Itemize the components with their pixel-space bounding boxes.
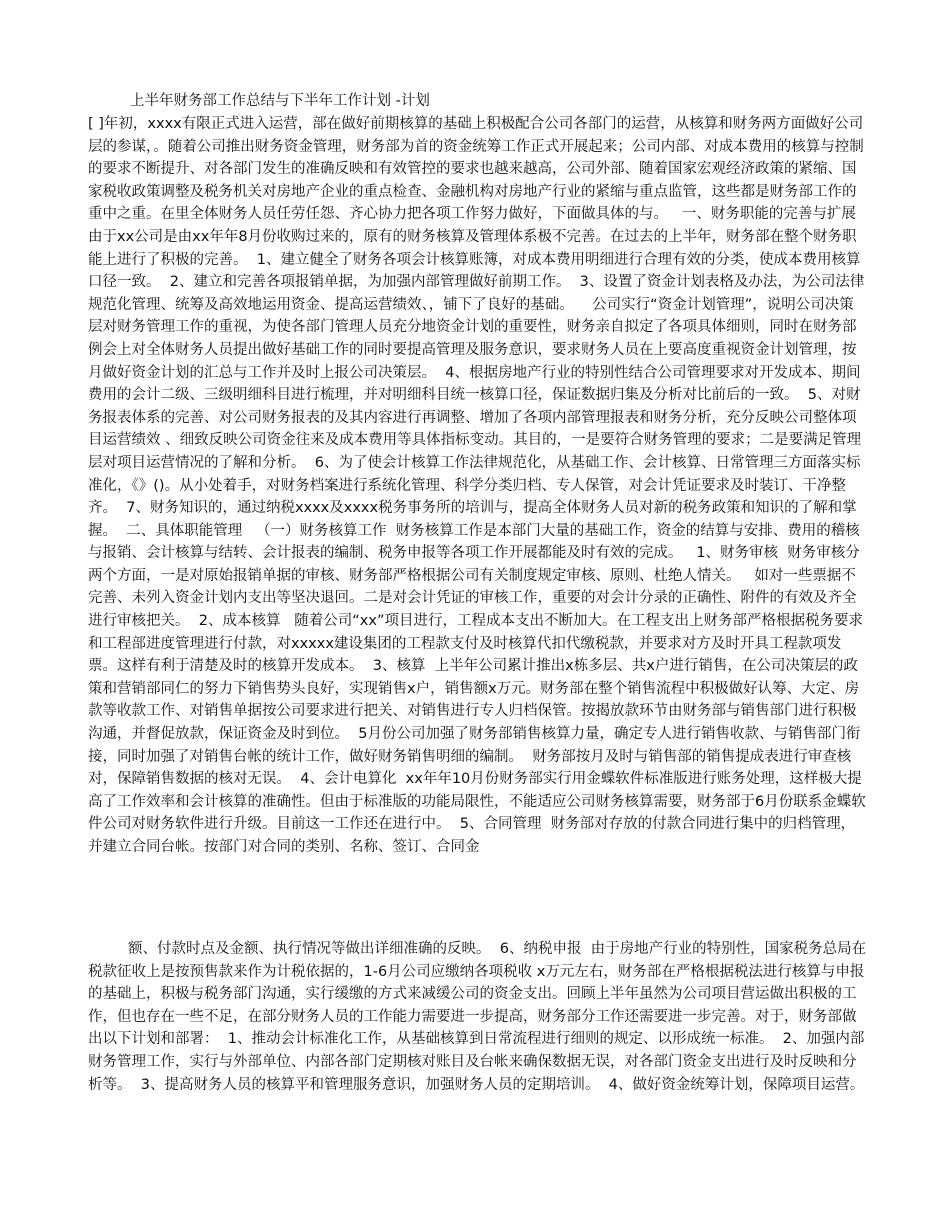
- body-paragraph-1: [ ]年初，xxxx有限正式进入运营，部在做好前期核算的基础上积极配合公司各部门的运营，从核算和财务两方面做好公司层的参谋，。随着公司推出财务资金管理，财务部为首的资金统筹工作正式开展起来；公司内部、对成本费用的核算与控制的要求不断提升、对各部门发生的准确反映和有效管控的要求也越来越高，公司外部、随着国家宏观经济政策的紧缩、国家税收政策调整及税务机关对房地产企业的重点检查、金融机构对房地产行业的紧缩与重点监管，这些都是财务部工作的重中之重。在里全体财务人员任劳任怨、齐心协力把各项工作努力做好，下面做具体的与。 一、财务职能的完善与扩展 由于xx公司是由xx年年8月份收购过来的，原有的财务核算及管理体系极不完善。在过去的上半年，财务部在整个财务职能上进行了积极的完善。 1、建立健全了财务各项会计核算账簿，对成本费用明细进行合理有效的分类，使成本费用核算口径一致。 2、建立和完善各项报销单据，为加强内部管理做好前期工作。 3、设置了资金计划表格及办法，为公司法律规范化管理、统筹及高效地运用资金、提高运营绩效、，铺下了良好的基础。 公司实行“资金计划管理”，说明公司决策层对财务管理工作的重视，为使各部门管理人员充分地资金计划的重要性，财务亲自拟定了各项具体细则，同时在财务部例会上对全体财务人员提出做好基础工作的同时要提高管理及服务意识，要求财务人员在上要高度重视资金计划管理，按月做好资金计划的汇总与工作并及时上报公司决策层。 4、根据房地产行业的特别性结合公司管理要求对开发成本、期间费用的会计二级、三级明细科目进行梳理，并对明细科目统一核算口径，保证数据归集及分析对比前后的一致。 5、对财务报表体系的完善、对公司财务报表的及其内容进行再调整、增加了各项内部管理报表和财务分析，充分反映公司整体项目运营绩效 、细致反映公司资金往来及成本费用等具体指标变动。其目的，一是要符合财务管理的要求；二是要满足管理层对项目运营情况的了解和分析。 6、为了使会计核算工作法律规范化，从基础工作、会计核算、日常管理三方面落实标准化，《》()。从小处着手，对财务档案进行系统化管理、科学分类归档、专人保管，对会计凭证要求及时装订、干净整齐。 7、财务知识的，通过纳税xxxx及xxxx税务事务所的培训与，提高全体财务人员对新的税务政策和知识的了解和掌握。 二、具体职能管理 （一）财务核算工作 财务核算工作是本部门大量的基础工作，资金的结算与安排、费用的稽核与报销、会计核算与结转、会计报表的编制、税务申报等各项工作开展都能及时有效的完成。 1、财务审核 财务审核分两个方面，一是对原始报销单据的审核、财务部严格根据公司有关制度规定审核、原则、杜绝人情关。 如对一些票据不完善、未列入资金计划内支出等坚决退回。二是对会计凭证的审核工作，重要的对会计分录的正确性、附件的有效及齐全进行审核把关。 2、成本核算 随着公司“xx”项目进行，工程成本支出不断加大。在工程支出上财务部严格根据税务要求和工程部进度管理进行付款，对xxxxx建设集团的工程款支付及时核算代扣代缴税款，并要求对方及时开具工程款项发票。这样有利于清楚及时的核算开发成本。 3、核算 上半年公司累计推出x栋多层、共x户进行销售，在公司决策层的政策和营销部同仁的努力下销售势头良好，实现销售x户，销售额x万元。财务部在整个销售流程中积极做好认筹、大定、房款等收款工作、对销售单据按公司要求进行把关、对销售进行专人归档保管。按揭放款环节由财务部与销售部门进行积极沟通，并督促放款，保证资金及时到位。 5月份公司加强了财务部销售核算力量，确定专人进行销售收款、与销售部门衔接，同时加强了对销售台帐的统计工作，做好财务销售明细的编制。 财务部按月及时与销售部的销售提成表进行审查核对，保障销售数据的核对无误。 4、会计电算化 xx年年10月份财务部实行用金蝶软件标准版进行账务处理，这样极大提高了工作效率和会计核算的准确性。但由于标准版的功能局限性，不能适应公司财务核算需要，财务部于6月份联系金蝶软件公司对财务软件进行升级。目前这一工作还在进行中。 5、合同管理 财务部对存放的付款合同进行集中的归档管理，并建立合同台帐。按部门对合同的类别、名称、签订、合同金: [88, 116, 866, 855]
- document-title: 上半年财务部工作总结与下半年工作计划 -计划: [130, 93, 430, 109]
- body-paragraph-2: 额、付款时点及金额、执行情况等做出详细准确的反映。 6、纳税申报 由于房地产行业的特别性，国家税务总局在税款征收上是按预售款来作为计税依据的，1-6月公司应缴纳各项税收 x万元左右，财务部在严格根据税法进行核算与申报的基础上，积极与税务部门沟通，实行缓缴的方式来减缓公司的资金支出。回顾上半年虽然为公司项目营运做出积极的工作，但也存在一些不足，在部分财务人员的工作能力需要进一步提高，财务部分工作还需要进一步完善。对于，财务部做出以下计划和部署： 1、推动会计标准化工作，从基础核算到日常流程进行细则的规定、以形成统一标准。 2、加强内部财务管理工作，实行与外部单位、内部各部门定期核对账目及台帐来确保数据无误，对各部门资金支出进行及时反映和分析等。 3、提高财务人员的核算平和管理服务意识，加强财务人员的定期培训。 4、做好资金统筹计划，保障项目运营。: [88, 941, 867, 1093]
